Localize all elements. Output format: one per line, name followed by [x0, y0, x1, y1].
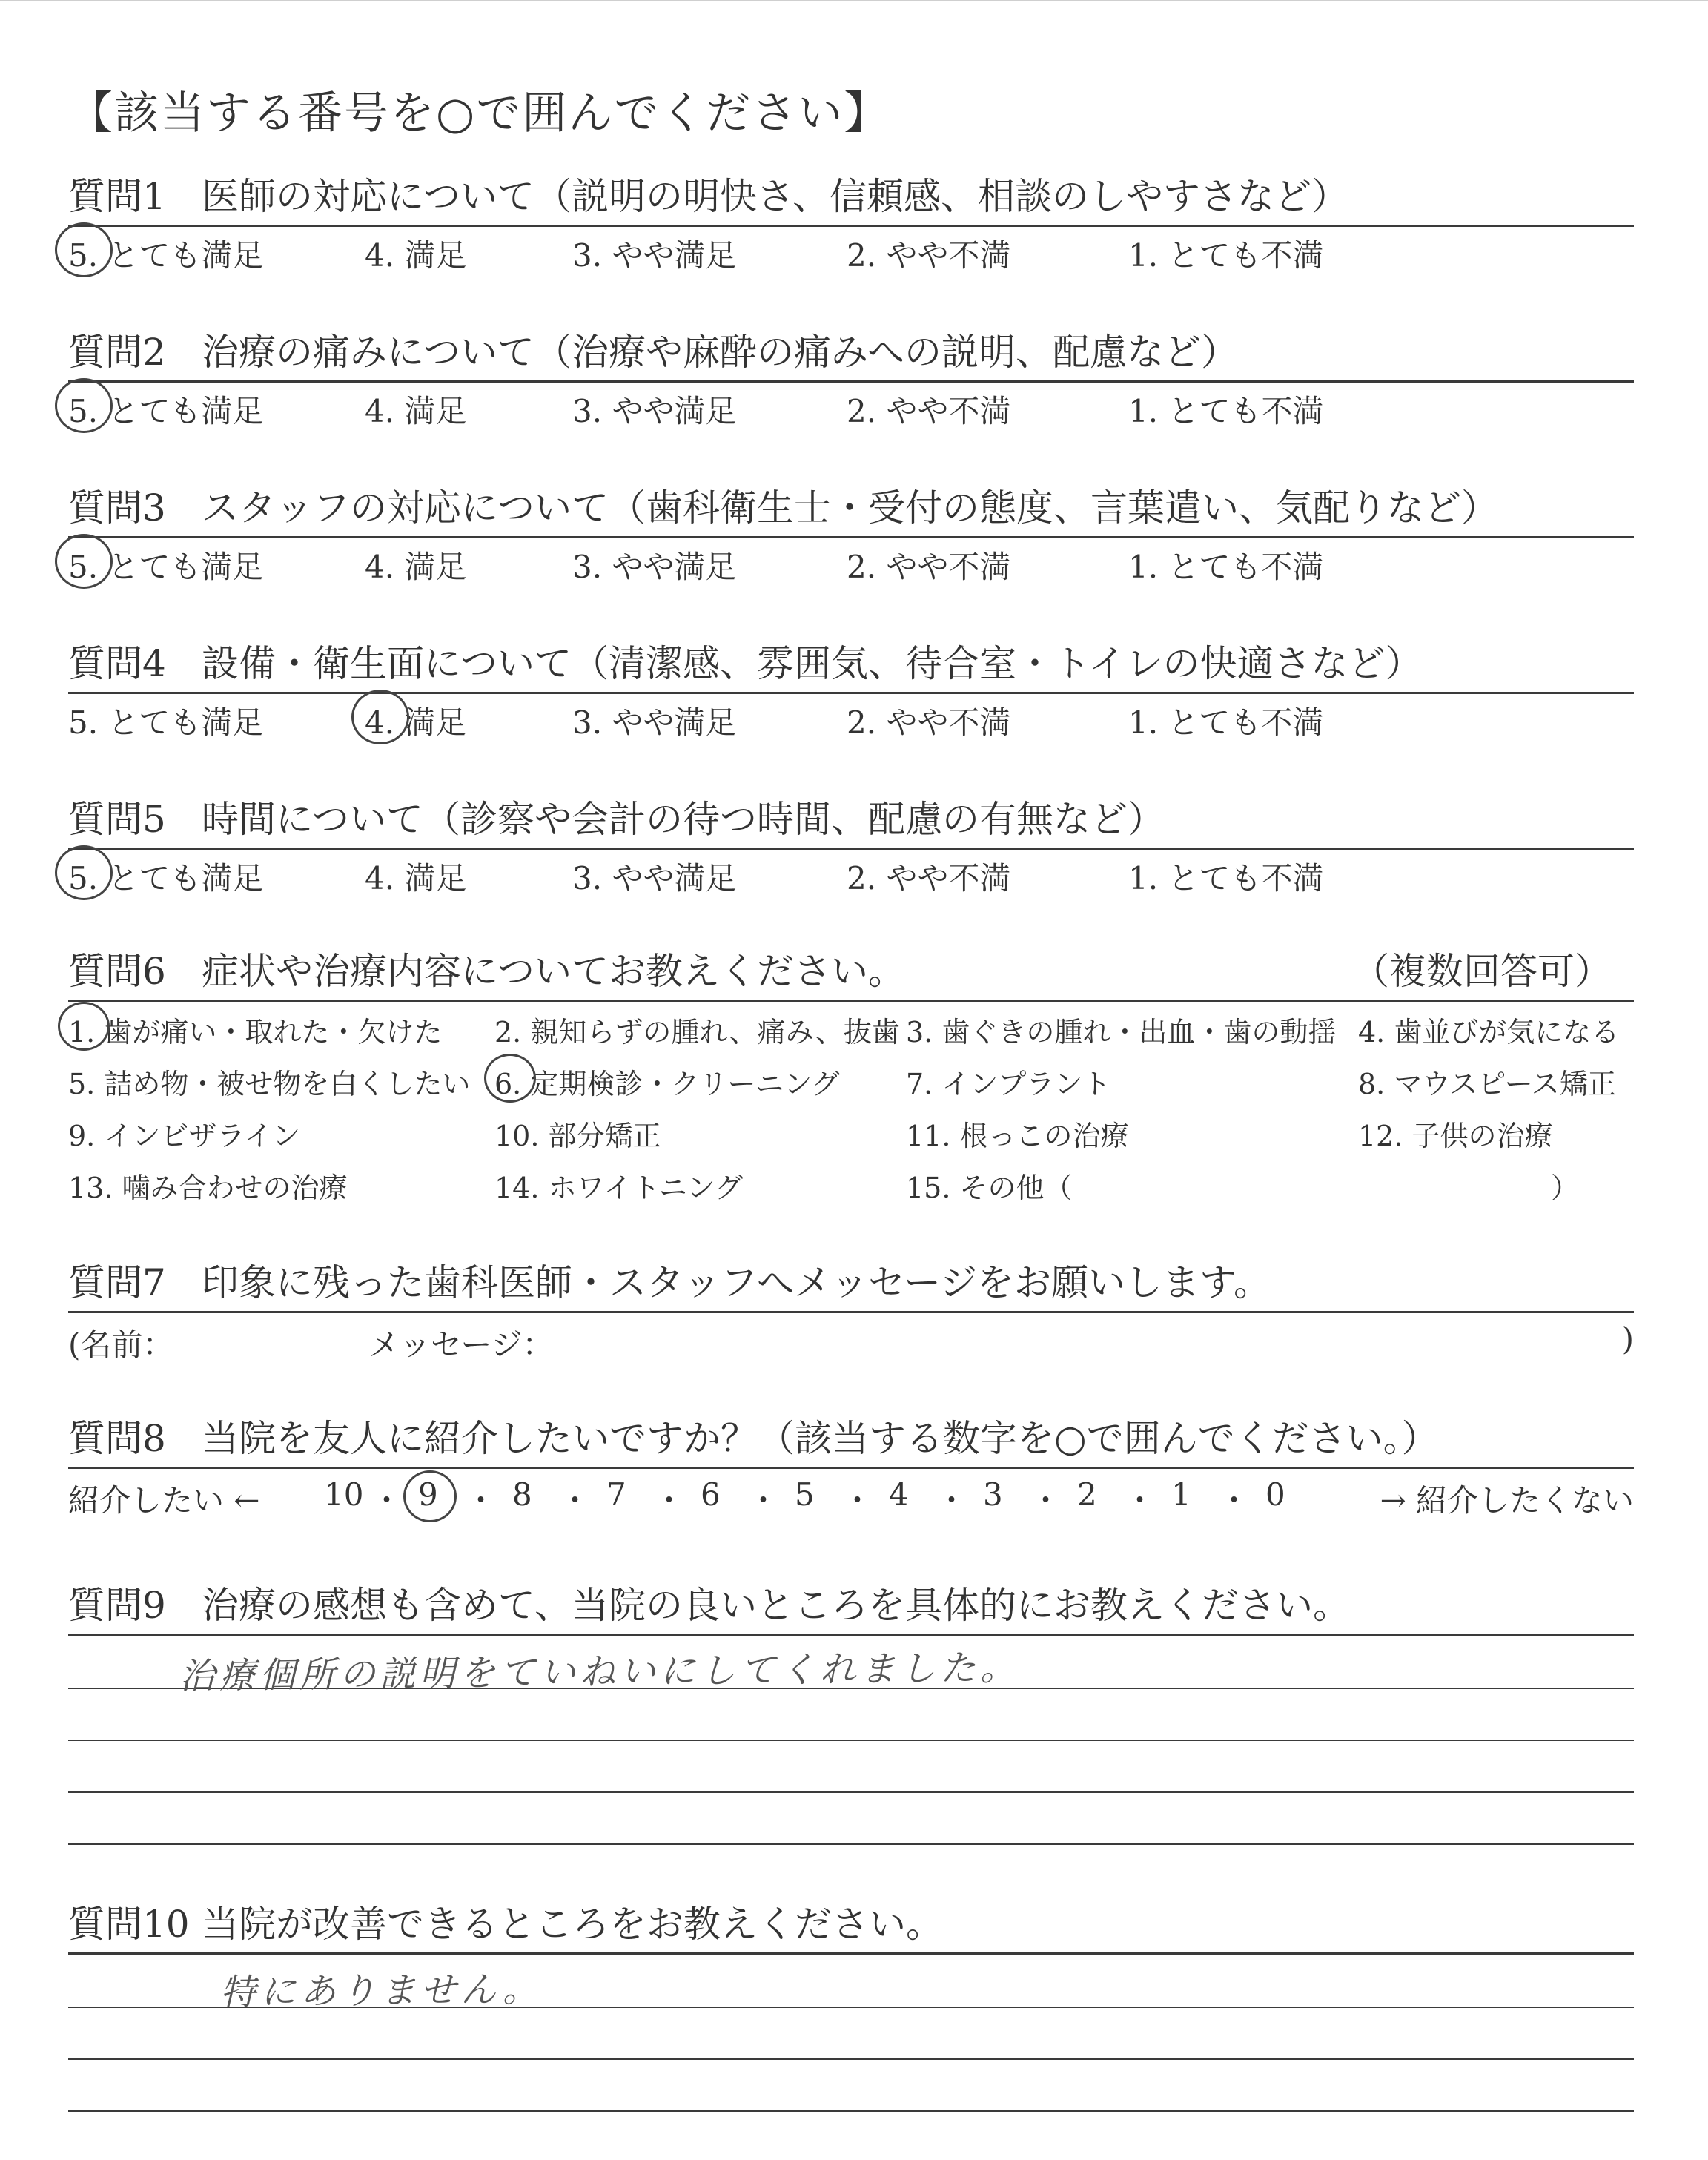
scale-value[interactable]: 8 — [512, 1476, 532, 1513]
symptom-option[interactable]: 11. 根っこの治療 — [906, 1120, 1129, 1152]
scale-separator: ・ — [936, 1482, 967, 1519]
rating-option[interactable]: 4. 満足 — [365, 704, 467, 741]
question-number: 質問9 — [68, 1584, 166, 1627]
message-close-paren: ) — [1621, 1321, 1634, 1357]
rating-option[interactable]: 3. やや満足 — [572, 704, 737, 741]
question-text: 治療の痛みについて（治療や麻酔の痛みへの説明、配慮など） — [202, 331, 1238, 374]
question-text: 当院が改善できるところをお教えください。 — [202, 1903, 943, 1946]
scale-value[interactable]: 10 — [324, 1476, 364, 1513]
question-number: 質問7 — [68, 1261, 166, 1304]
rating-option[interactable]: 4. 満足 — [365, 549, 467, 585]
other-close-paren: ） — [1551, 1172, 1580, 1204]
recommend-scale — [68, 1473, 1634, 1525]
symptom-option[interactable]: 9. インビザライン — [68, 1120, 301, 1152]
rating-option[interactable]: 4. 満足 — [365, 237, 467, 274]
question-8 — [68, 1416, 1634, 1525]
question-3 — [68, 486, 1634, 590]
question-number: 質問6 — [68, 950, 166, 993]
scale-separator: ・ — [653, 1482, 685, 1519]
rating-option[interactable]: 4. 満足 — [365, 393, 467, 429]
rating-option[interactable]: 1. とても不満 — [1128, 393, 1324, 429]
answer-line — [68, 2058, 1634, 2060]
answer-line — [68, 2110, 1634, 2112]
scale-value[interactable]: 3 — [983, 1476, 1003, 1513]
scale-separator: ・ — [747, 1482, 779, 1519]
rating-options — [68, 538, 1634, 590]
question-number: 質問8 — [68, 1417, 166, 1460]
page-top-edge — [0, 0, 1708, 1]
rating-option[interactable]: 5. とても満足 — [68, 860, 264, 896]
page-title: 【該当する番号を○で囲んでください】 — [68, 87, 890, 139]
rating-option[interactable]: 1. とても不満 — [1128, 704, 1324, 741]
question-rule — [68, 1467, 1634, 1469]
rating-option[interactable]: 5. とても満足 — [68, 237, 264, 274]
scale-value[interactable]: 1 — [1171, 1476, 1191, 1513]
handwritten-answer: 治療個所の説明をていねいにしてくれました。 — [179, 1647, 1021, 1697]
scale-left-label: 紹介したい ← — [68, 1482, 260, 1519]
question-text: 時間について（診察や会計の待つ時間、配慮の有無など） — [202, 798, 1165, 841]
question-1 — [68, 174, 1634, 279]
question-text: 医師の対応について（説明の明快さ、信頼感、相談のしやすさなど） — [202, 175, 1348, 218]
rating-option[interactable]: 1. とても不満 — [1128, 237, 1324, 274]
question-7 — [68, 1261, 1634, 1362]
question-4 — [68, 641, 1634, 746]
answer-line — [68, 1740, 1634, 1741]
rating-option[interactable]: 5. とても満足 — [68, 549, 264, 585]
symptom-option[interactable]: 2. 親知らずの腫れ、痛み、抜歯 — [494, 1016, 900, 1048]
symptom-options — [68, 1002, 1634, 1217]
question-6 — [68, 949, 1634, 1217]
rating-option[interactable]: 2. やや不満 — [847, 393, 1011, 429]
rating-option[interactable]: 3. やや満足 — [572, 237, 737, 274]
question-text: 治療の感想も含めて、当院の良いところを具体的にお教えください。 — [202, 1584, 1350, 1627]
rating-options — [68, 850, 1634, 902]
symptom-option[interactable]: 8. マウスピース矯正 — [1358, 1068, 1616, 1100]
question-number: 質問5 — [68, 798, 166, 841]
rating-option[interactable]: 2. やや不満 — [847, 860, 1011, 896]
symptom-option[interactable]: 1. 歯が痛い・取れた・欠けた — [68, 1016, 443, 1048]
name-label: (名前： — [68, 1327, 174, 1363]
question-number: 質問1 — [68, 175, 166, 218]
symptom-option[interactable]: 6. 定期検診・クリーニング — [494, 1068, 840, 1100]
rating-option[interactable]: 3. やや満足 — [572, 393, 737, 429]
answer-line — [68, 1843, 1634, 1845]
question-text: 印象に残った歯科医師・スタッフへメッセージをお願いします。 — [202, 1261, 1271, 1304]
question-text: 症状や治療内容についてお教えください。 — [202, 950, 905, 993]
scale-right-label: → 紹介したくない — [1380, 1482, 1634, 1519]
rating-option[interactable]: 2. やや不満 — [847, 549, 1011, 585]
scale-separator: ・ — [841, 1482, 873, 1519]
symptom-option[interactable]: 15. その他（ — [906, 1172, 1073, 1204]
symptom-option[interactable]: 13. 噛み合わせの治療 — [68, 1172, 348, 1204]
symptom-option[interactable]: 3. 歯ぐきの腫れ・出血・歯の動揺 — [906, 1016, 1337, 1048]
symptom-option[interactable]: 10. 部分矯正 — [494, 1120, 661, 1152]
rating-options — [68, 383, 1634, 435]
symptom-option[interactable]: 4. 歯並びが気になる — [1358, 1016, 1620, 1048]
rating-option[interactable]: 3. やや満足 — [572, 549, 737, 585]
scale-value[interactable]: 7 — [606, 1476, 626, 1513]
symptom-option[interactable]: 14. ホワイトニング — [494, 1172, 744, 1204]
rating-options — [68, 227, 1634, 279]
question-rule — [68, 1311, 1634, 1313]
scale-separator: ・ — [1124, 1482, 1156, 1519]
question-9 — [68, 1583, 1634, 1858]
scale-value[interactable]: 0 — [1265, 1476, 1285, 1513]
question-number: 質問3 — [68, 486, 166, 529]
multiple-answer-note: （複数回答可） — [1352, 950, 1612, 993]
rating-option[interactable]: 3. やや満足 — [572, 860, 737, 896]
answer-line — [68, 1791, 1634, 1793]
scale-value[interactable]: 2 — [1077, 1476, 1097, 1513]
question-number: 質問2 — [68, 331, 166, 374]
question-5 — [68, 797, 1634, 902]
question-text: スタッフの対応について（歯科衛生士・受付の態度、言葉遣い、気配りなど） — [202, 486, 1498, 529]
rating-options — [68, 694, 1634, 746]
rating-option[interactable]: 1. とても不満 — [1128, 549, 1324, 585]
question-number: 質問10 — [68, 1903, 190, 1946]
symptom-option[interactable]: 12. 子供の治療 — [1358, 1120, 1553, 1152]
scale-value[interactable]: 6 — [701, 1476, 721, 1513]
scale-value[interactable]: 9 — [418, 1476, 438, 1513]
scale-separator: ・ — [559, 1482, 591, 1519]
symptom-option[interactable]: 7. インプラント — [906, 1068, 1111, 1100]
scale-value[interactable]: 5 — [795, 1476, 815, 1513]
scale-separator: ・ — [1218, 1482, 1250, 1519]
symptom-option[interactable]: 5. 詰め物・被せ物を白くしたい — [68, 1068, 471, 1100]
question-2 — [68, 330, 1634, 435]
scale-separator: ・ — [465, 1482, 497, 1519]
rating-option[interactable]: 2. やや不満 — [847, 237, 1011, 274]
rating-option[interactable]: 1. とても不満 — [1128, 860, 1324, 896]
message-label: メッセージ： — [368, 1327, 554, 1363]
rating-option[interactable]: 5. とても満足 — [68, 704, 264, 741]
rating-option[interactable]: 2. やや不満 — [847, 704, 1011, 741]
handwritten-answer: 特にありません。 — [219, 1968, 543, 2014]
question-text: 当院を友人に紹介したいですか？（該当する数字を○で囲んでください。） — [202, 1417, 1439, 1460]
scale-separator: ・ — [371, 1482, 403, 1519]
rating-option[interactable]: 4. 満足 — [365, 860, 467, 896]
question-10 — [68, 1902, 1634, 2133]
scale-value[interactable]: 4 — [889, 1476, 909, 1513]
question-text: 設備・衛生面について（清潔感、雰囲気、待合室・トイレの快適さなど） — [202, 642, 1423, 685]
scale-separator: ・ — [1030, 1482, 1062, 1519]
question-number: 質問4 — [68, 642, 166, 685]
rating-option[interactable]: 5. とても満足 — [68, 393, 264, 429]
